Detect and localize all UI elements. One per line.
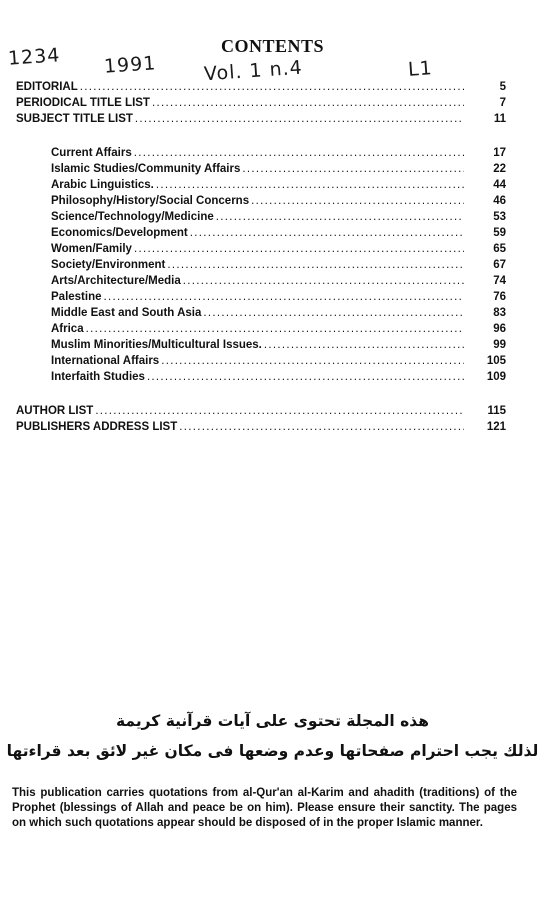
toc-subject-africa[interactable] [51, 322, 506, 336]
toc-page-number: 83 [493, 307, 506, 319]
handwritten-code: L1 [407, 57, 434, 81]
dot-leader [134, 146, 464, 160]
toc-entry-subject-title-list[interactable] [16, 112, 506, 126]
dot-leader [134, 242, 464, 256]
toc-entry-label: Africa [51, 323, 84, 335]
toc-page-number: 7 [499, 97, 506, 109]
dot-leader [86, 322, 464, 336]
dot-leader [251, 194, 464, 208]
handwritten-volume: Vol. 1 n.4 [203, 56, 304, 86]
sanctity-notice: This publication carries quotations from al-Qur'an al-Karim and ahadith (traditions) of the Prophet (blessings of Allah and peace be on him). Please ensure their sanctity. The pages on which such quotations appear should be disposed of in the proper Islamic manner. [12, 787, 517, 829]
dot-leader [80, 80, 464, 94]
toc-page-number: 22 [493, 163, 506, 175]
toc-subject-middle-east[interactable] [51, 306, 506, 320]
toc-entry-label: Science/Technology/Medicine [51, 211, 214, 223]
toc-entry-label: PUBLISHERS ADDRESS LIST [16, 421, 178, 433]
toc-entry-author-list[interactable] [16, 404, 506, 418]
handwritten-year: 1991 [103, 52, 158, 78]
toc-subject-women-family[interactable] [51, 242, 506, 256]
dot-leader [135, 112, 464, 126]
toc-page-number: 53 [493, 211, 506, 223]
toc-entry-label: Middle East and South Asia [51, 307, 202, 319]
toc-page-number: 96 [493, 323, 506, 335]
dot-leader [147, 370, 464, 384]
toc-entry-label: Society/Environment [51, 259, 166, 271]
toc-entry-label: PERIODICAL TITLE LIST [16, 97, 150, 109]
dot-leader [242, 162, 464, 176]
handwritten-number: 1234 [7, 44, 62, 70]
toc-entry-label: AUTHOR LIST [16, 405, 94, 417]
dot-leader [264, 338, 464, 352]
toc-entry-editorial[interactable] [16, 80, 506, 94]
dot-leader [183, 274, 464, 288]
toc-subject-palestine[interactable] [51, 290, 506, 304]
dot-leader [179, 420, 464, 434]
toc-subject-economics[interactable] [51, 226, 506, 240]
toc-entry-label: Current Affairs [51, 147, 132, 159]
dot-leader [167, 258, 464, 272]
toc-entry-label: Islamic Studies/Community Affairs [51, 163, 241, 175]
toc-subject-interfaith-studies[interactable] [51, 370, 506, 384]
toc-entry-label: Women/Family [51, 243, 132, 255]
dot-leader [156, 178, 464, 192]
toc-page-number: 17 [493, 147, 506, 159]
toc-page-number: 65 [493, 243, 506, 255]
toc-page-number: 11 [493, 113, 506, 125]
toc-subject-arabic-linguistics[interactable] [51, 178, 506, 192]
toc-page-number: 115 [487, 405, 506, 417]
dot-leader [95, 404, 464, 418]
toc-entry-publishers-address-list[interactable] [16, 420, 506, 434]
toc-page-number: 67 [493, 259, 506, 271]
toc-subject-current-affairs[interactable] [51, 146, 506, 160]
toc-page-number: 46 [493, 195, 506, 207]
toc-entry-label: International Affairs [51, 355, 160, 367]
dot-leader [216, 210, 464, 224]
toc-entry-periodical-title-list[interactable] [16, 96, 506, 110]
toc-entry-label: Arts/Architecture/Media [51, 275, 181, 287]
toc-page-number: 74 [493, 275, 506, 287]
dot-leader [104, 290, 465, 304]
toc-entry-label: Muslim Minorities/Multicultural Issues. [51, 339, 262, 351]
toc-subject-muslim-minorities[interactable] [51, 338, 506, 352]
toc-page-number: 44 [493, 179, 506, 191]
toc-entry-label: Philosophy/History/Social Concerns [51, 195, 250, 207]
toc-subject-islamic-studies[interactable] [51, 162, 506, 176]
dot-leader [190, 226, 464, 240]
toc-page-number: 5 [499, 81, 506, 93]
toc-subject-science[interactable] [51, 210, 506, 224]
toc-entry-label: Economics/Development [51, 227, 188, 239]
toc-subject-philosophy[interactable] [51, 194, 506, 208]
toc-page-number: 76 [493, 291, 506, 303]
toc-subject-arts[interactable] [51, 274, 506, 288]
toc-entry-label: Arabic Linguistics. [51, 179, 154, 191]
toc-subject-international-affairs[interactable] [51, 354, 506, 368]
arabic-notice-line-1: هذه المجلة تحتوى على آيات قرآنية كريمة [116, 712, 429, 730]
toc-page-number: 109 [486, 371, 506, 383]
page-title: CONTENTS [220, 36, 325, 56]
dot-leader [152, 96, 464, 110]
dot-leader [203, 306, 464, 320]
dot-leader [161, 354, 464, 368]
toc-page-number: 105 [486, 355, 506, 367]
toc-entry-label: SUBJECT TITLE LIST [16, 113, 133, 125]
toc-entry-label: EDITORIAL [16, 81, 78, 93]
arabic-notice-line-2: لذلك يجب احترام صفحاتها وعدم وضعها فى مكان غير لائق بعد قراءتها [6, 742, 539, 760]
toc-page-number: 99 [493, 339, 506, 351]
toc-subject-society[interactable] [51, 258, 506, 272]
toc-entry-label: Interfaith Studies [51, 371, 145, 383]
toc-page-number: 121 [486, 421, 506, 433]
toc-entry-label: Palestine [51, 291, 102, 303]
toc-page-number: 59 [493, 227, 506, 239]
